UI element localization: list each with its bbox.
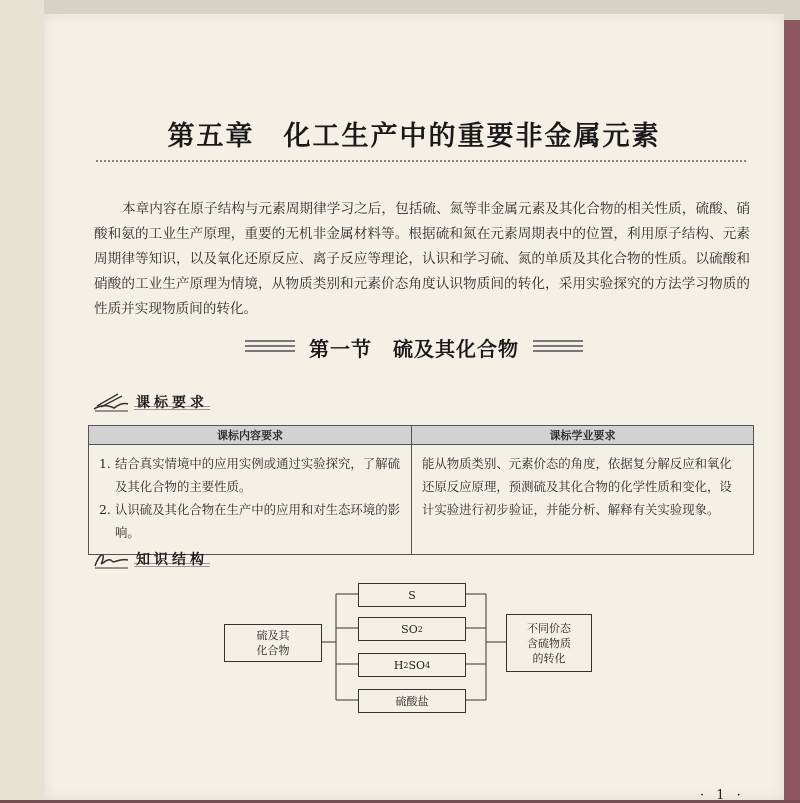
table-row xyxy=(89,445,754,555)
sulfur-compounds-box xyxy=(224,624,322,662)
right-box-line-2: 含硫物质 xyxy=(527,636,571,650)
section-title: 第一节 硫及其化合物 xyxy=(309,336,519,361)
heading-right-bars xyxy=(533,340,583,354)
node-sulfate xyxy=(358,689,466,713)
list-item xyxy=(99,498,401,544)
node-subscript: 4 xyxy=(425,660,431,670)
curriculum-heading xyxy=(92,390,210,414)
knowledge-heading-label: 知识结构 xyxy=(134,549,210,569)
node-label: H xyxy=(393,658,404,672)
knowledge-diagram xyxy=(224,580,624,720)
node-label: S xyxy=(408,588,416,602)
book-cover-edge xyxy=(784,20,800,800)
book-page xyxy=(44,14,784,803)
pen-scribble-icon xyxy=(92,548,130,570)
section-heading xyxy=(44,332,784,362)
book-pen-icon xyxy=(92,391,130,413)
chapter-title: 第五章 化工生产中的重要非金属元素 xyxy=(167,121,661,152)
left-box-line-1: 硫及其 xyxy=(256,629,290,642)
curriculum-heading-label: 课标要求 xyxy=(134,392,210,412)
node-subscript: 2 xyxy=(417,624,423,634)
heading-left-bars xyxy=(245,340,295,354)
node-so2 xyxy=(358,617,466,641)
item-text: 结合真实情境中的应用实例或通过实验探究，了解硫及其化合物的主要性质。 xyxy=(115,456,400,494)
list-item xyxy=(99,452,401,498)
node-s xyxy=(358,583,466,607)
item-number: 1. xyxy=(99,456,111,471)
item-text: 认识硫及其化合物在生产中的应用和对生态环境的影响。 xyxy=(115,502,400,540)
item-number: 2. xyxy=(99,502,111,517)
curriculum-table xyxy=(88,425,754,555)
academic-requirements-cell: 能从物质类别、元素价态的角度，依据复分解反应和氧化还原反应原理，预测硫及其化合物的化学性质和变化，设计实验进行初步验证，并能分析、解释有关实验现象。 xyxy=(412,445,754,555)
node-label: SO xyxy=(401,622,418,636)
page-number: · 1 · xyxy=(700,788,745,803)
table-header-row xyxy=(89,426,754,445)
node-label: 硫酸盐 xyxy=(395,694,429,708)
node-h2so4 xyxy=(358,653,466,677)
right-box-line-1: 不同价态 xyxy=(527,621,571,635)
scan-left-strip xyxy=(0,0,44,800)
right-box-line-3: 的转化 xyxy=(532,651,566,665)
chapter-intro-paragraph: 本章内容在原子结构与元素周期律学习之后，包括硫、氮等非金属元素及其化合物的相关性质，硫酸、硝酸和氨的工业生产原理，重要的无机非金属材料等。根据硫和氮在元素周期表中的位置，利用原子结构、元素周期律等知识，以及氧化还原反应、离子反应等理论，认识和学习硫、氮的单质及其化合物的性质。以硫酸和硝酸的工业生产原理为情境，从物质类别和元素价态角度认识物质间的转化，采用实验探究的方法学习物质的性质并实现物质间的转化。 xyxy=(94,201,750,317)
chapter-title-divider xyxy=(96,160,746,162)
knowledge-heading xyxy=(92,547,210,571)
left-box-line-2: 化合物 xyxy=(256,644,290,657)
node-subscript: 2 xyxy=(403,660,409,670)
content-requirements-header: 课标内容要求 xyxy=(89,426,412,445)
content-requirements-cell xyxy=(89,445,412,555)
node-label-cont: SO xyxy=(408,658,426,672)
conversion-box xyxy=(506,614,592,672)
academic-requirements-header: 课标学业要求 xyxy=(412,426,754,445)
